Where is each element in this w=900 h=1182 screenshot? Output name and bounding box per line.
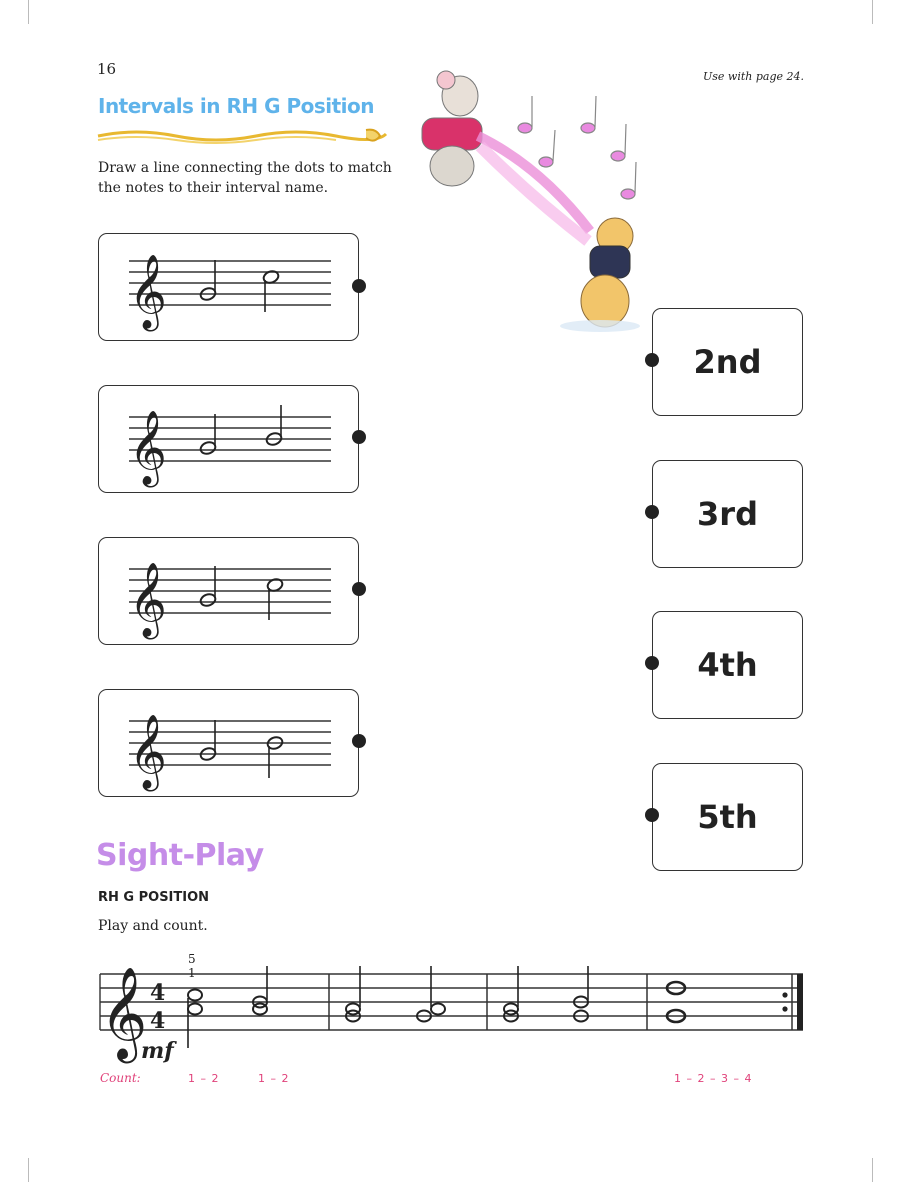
- time-signature-bottom: 4: [150, 1008, 166, 1034]
- interval-card-5th: [652, 763, 803, 871]
- match-dot-right-3[interactable]: [645, 656, 659, 670]
- staff-g-a: [99, 386, 357, 491]
- interval-label-3rd: 3rd: [697, 495, 758, 533]
- interval-label-4th: 4th: [697, 646, 758, 684]
- sight-play-title: Sight-Play: [96, 838, 264, 873]
- match-dot-right-4[interactable]: [645, 808, 659, 822]
- count-label: Count:: [100, 1071, 141, 1085]
- count-measure-1-beats-1-2: 1 – 2: [188, 1072, 220, 1085]
- interval-label-5th: 5th: [697, 798, 758, 836]
- match-dot-left-4[interactable]: [352, 734, 366, 748]
- treble-clef-icon: 𝄞: [100, 966, 148, 1059]
- dynamic-mf: mf: [141, 1038, 174, 1064]
- fingering-1: 1: [188, 966, 196, 980]
- pooh-and-friend-illustration: [400, 66, 670, 336]
- match-dot-right-2[interactable]: [645, 505, 659, 519]
- staff-card-4: [98, 689, 359, 797]
- staff-card-2: [98, 385, 359, 493]
- match-dot-right-1[interactable]: [645, 353, 659, 367]
- staff-g-c: [99, 538, 357, 643]
- treble-clef-icon: 𝄞: [129, 715, 167, 789]
- staff-card-3: [98, 537, 359, 645]
- time-signature-top: 4: [150, 980, 166, 1006]
- count-measure-4: 1 – 2 – 3 – 4: [674, 1072, 753, 1085]
- sight-play-subtitle: RH G POSITION: [98, 890, 210, 905]
- match-dot-left-2[interactable]: [352, 430, 366, 444]
- page-number: 16: [97, 60, 117, 78]
- fingering-5: 5: [188, 952, 196, 966]
- treble-clef-icon: 𝄞: [129, 255, 167, 329]
- interval-card-3rd: [652, 460, 803, 568]
- sight-play-instruction: Play and count.: [98, 918, 208, 934]
- match-dot-left-3[interactable]: [352, 582, 366, 596]
- count-measure-1-beats-3-4: 1 – 2: [258, 1072, 290, 1085]
- use-with-note: Use with page 24.: [703, 70, 804, 83]
- staff-g-d: [99, 234, 357, 339]
- intervals-instruction: Draw a line connecting the dots to match the notes to their interval name.: [98, 160, 392, 196]
- staff-card-1: [98, 233, 359, 341]
- treble-clef-icon: 𝄞: [129, 563, 167, 637]
- intervals-title: Intervals in RH G Position: [98, 94, 375, 118]
- sight-play-staff: [95, 948, 810, 1068]
- staff-g-b: [99, 690, 357, 795]
- interval-card-2nd: [652, 308, 803, 416]
- interval-label-2nd: 2nd: [693, 343, 762, 381]
- treble-clef-icon: 𝄞: [129, 411, 167, 485]
- gold-flourish-divider: [96, 124, 388, 146]
- interval-card-4th: [652, 611, 803, 719]
- match-dot-left-1[interactable]: [352, 279, 366, 293]
